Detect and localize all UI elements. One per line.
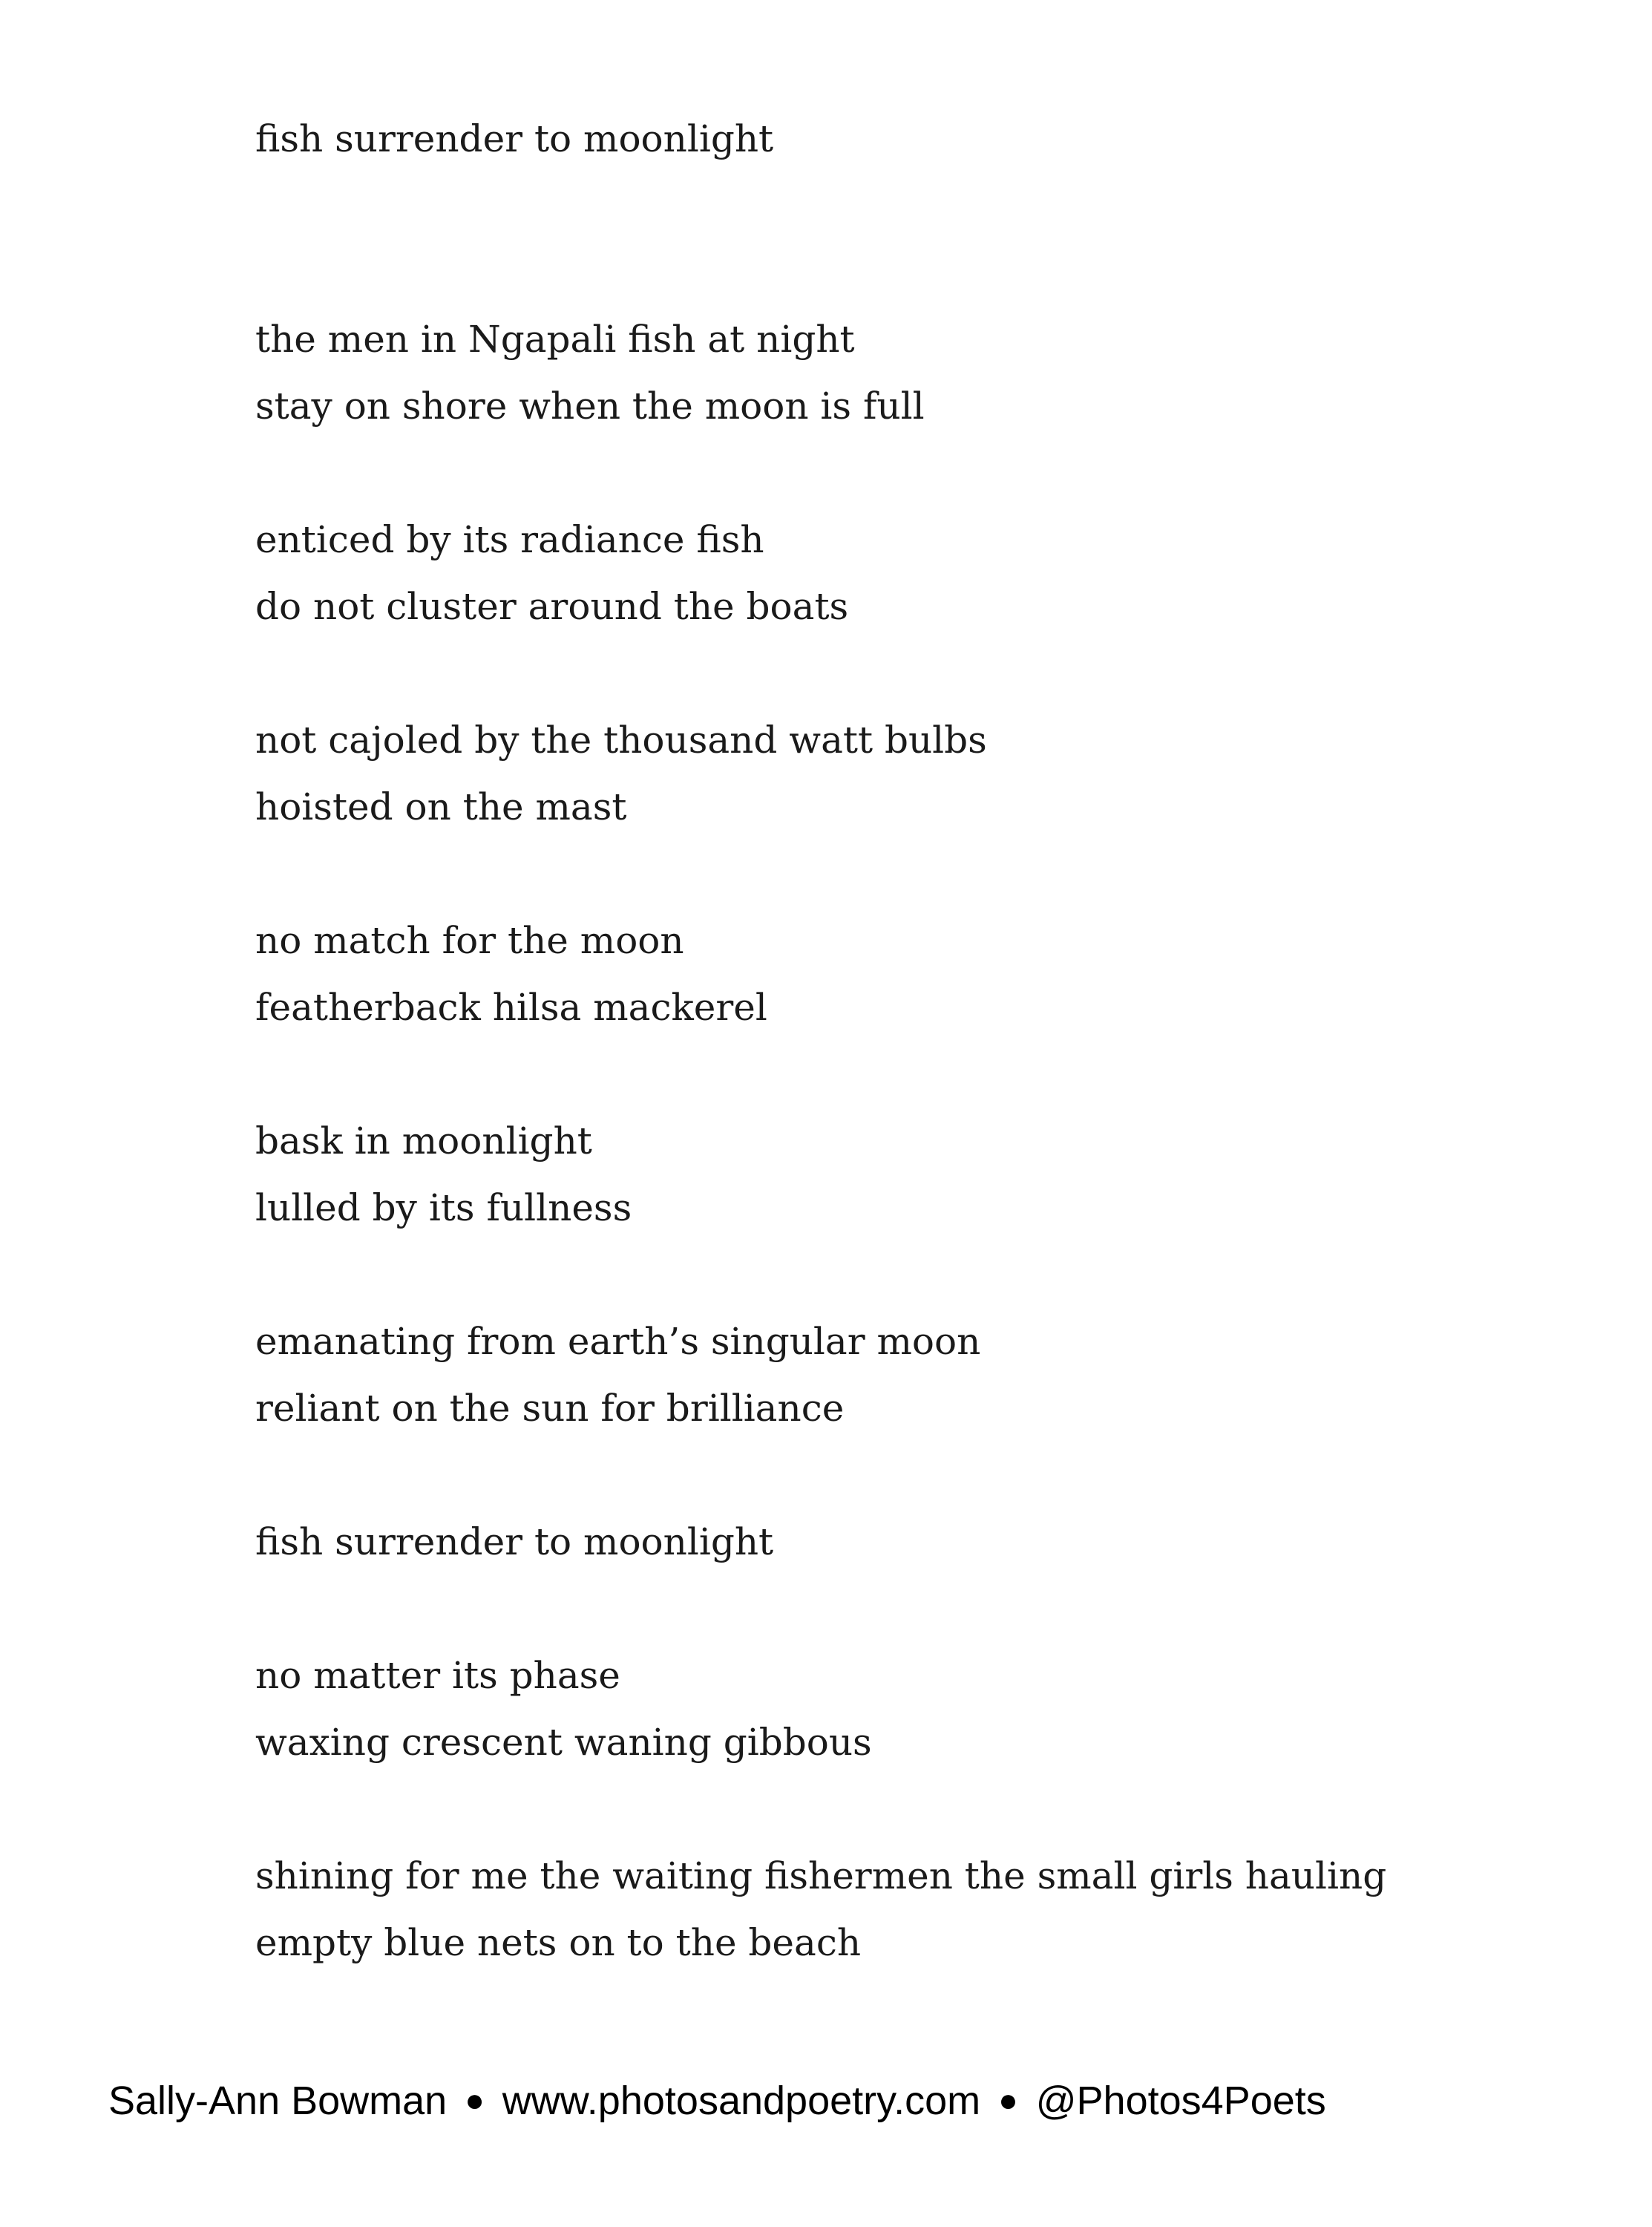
poem-line: no matter its phase [255, 1654, 620, 1697]
footer [108, 2075, 1326, 2127]
poem-line: lulled by its fullness [255, 1186, 632, 1229]
stanza [255, 707, 987, 840]
stanza [255, 306, 925, 439]
poem-line: fish surrender to moonlight [255, 1520, 774, 1563]
stanza [255, 1642, 872, 1776]
poem-line: not cajoled by the thousand watt bulbs [255, 719, 987, 762]
poem-line: do not cluster around the boats [255, 585, 849, 628]
footer-handle: @Photos4Poets [1035, 2079, 1326, 2123]
bullet-separator: ● [465, 2082, 485, 2119]
bullet-separator: ● [998, 2082, 1018, 2119]
stanza [255, 506, 848, 640]
poem-line: enticed by its radiance fish [255, 518, 764, 561]
poem-line: emanating from earth’s singular moon [255, 1320, 981, 1363]
stanza [255, 1842, 1386, 1976]
stanza [255, 1308, 980, 1442]
poem-line: no match for the moon [255, 919, 684, 962]
poem-line: bask in moonlight [255, 1119, 592, 1162]
poem-line: reliant on the sun for brilliance [255, 1387, 845, 1430]
poem-line: featherback hilsa mackerel [255, 986, 767, 1029]
poem-line: hoisted on the mast [255, 785, 627, 828]
poem-line: shining for me the waiting fishermen the small girls hauling [255, 1854, 1387, 1897]
footer-author: Sally-Ann Bowman [108, 2079, 448, 2123]
poem-line: stay on shore when the moon is full [255, 385, 925, 428]
stanza [255, 1508, 773, 1575]
stanza [255, 1108, 632, 1241]
poem-line: the men in Ngapali fish at night [255, 318, 855, 361]
poem-line: waxing crescent waning gibbous [255, 1721, 872, 1764]
poem-line: empty blue nets on to the beach [255, 1921, 862, 1964]
footer-website: www.photosandpoetry.com [502, 2079, 981, 2123]
stanza [255, 907, 767, 1041]
poem-title: fish surrender to moonlight [255, 117, 774, 160]
